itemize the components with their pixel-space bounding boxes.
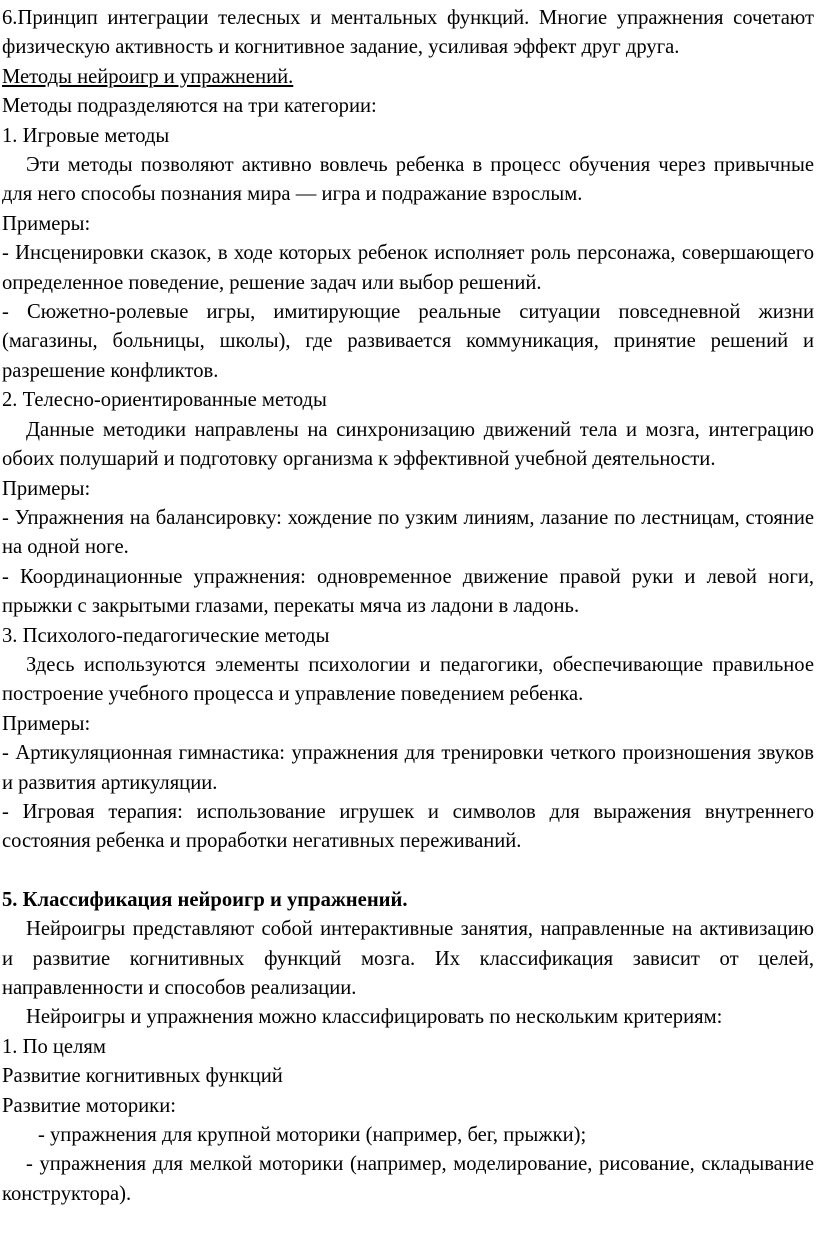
list-heading: 2. Телесно-ориентированные методы <box>2 389 327 412</box>
paragraph: Методы подразделяются на три категории: <box>2 95 377 118</box>
list-item: - Инсценировки сказок, в ходе которых ребенок исполняет роль персонажа, совершающего определенное поведение, решение задач или выбор решений. <box>2 242 814 294</box>
paragraph: Нейроигры представляют собой интерактивные занятия, направленные на активизацию и развитие когнитивных функций мозга. Их классификация зависит от целей, направленности и способов реализации. <box>2 918 814 999</box>
list-item: - Упражнения на балансировку: хождение по узким линиям, лазание по лестницам, стояние на одной ноге. <box>2 506 814 559</box>
list-item: - упражнения для мелкой моторики (например, моделирование, рисование, складывание конструктора). <box>2 1153 814 1205</box>
examples-label: Примеры: <box>2 477 91 500</box>
list-heading: 3. Психолого-педагогические методы <box>2 624 330 647</box>
examples-label: Примеры: <box>2 712 91 735</box>
examples-label: Примеры: <box>2 212 91 235</box>
list-item: - Сюжетно-ролевые игры, имитирующие реальные ситуации повседневной жизни (магазины, больницы, школы), где развивается коммуникация, принятие решений и разрешение конфликтов. <box>2 301 814 382</box>
list-heading: 1. По целям <box>2 1035 106 1058</box>
list-item: - Координационные упражнения: одновременное движение правой руки и левой ноги, прыжки с закрытыми глазами, перекаты мяча из ладони в ладонь. <box>2 565 814 618</box>
list-item: - Артикуляционная гимнастика: упражнения для тренировки четкого произношения звуков и развития артикуляции. <box>2 742 814 794</box>
paragraph: Нейроигры и упражнения можно классифицировать по нескольким критериям: <box>26 1006 723 1029</box>
list-item: - Игровая терапия: использование игрушек и символов для выражения внутреннего состояния ребенка и проработки негативных переживаний. <box>2 800 814 853</box>
paragraph: 6.Принцип интеграции телесных и ментальных функций. Многие упражнения сочетают физическую активность и когнитивное задание, усиливая эффект друг друга. <box>2 7 814 59</box>
list-item: - упражнения для крупной моторики (например, бег, прыжки); <box>38 1124 587 1147</box>
section-heading-methods: Методы нейроигр и упражнений. <box>2 65 294 88</box>
list-item: Развитие моторики: <box>2 1094 176 1117</box>
list-heading: 1. Игровые методы <box>2 124 170 147</box>
paragraph: Эти методы позволяют активно вовлечь ребенка в процесс обучения через привычные для него способы познания мира — игра и подражание взрослым. <box>2 154 814 206</box>
paragraph: Здесь используются элементы психологии и педагогики, обеспечивающие правильное построение учебного процесса и управление поведением ребенка. <box>2 653 814 706</box>
paragraph: Данные методики направлены на синхронизацию движений тела и мозга, интеграцию обоих полушарий и подготовку организма к эффективной учебной деятельности. <box>2 418 814 471</box>
section-heading-classification: 5. Классификация нейроигр и упражнений. <box>2 888 408 911</box>
list-item: Развитие когнитивных функций <box>2 1065 283 1088</box>
blank-line <box>2 857 814 886</box>
